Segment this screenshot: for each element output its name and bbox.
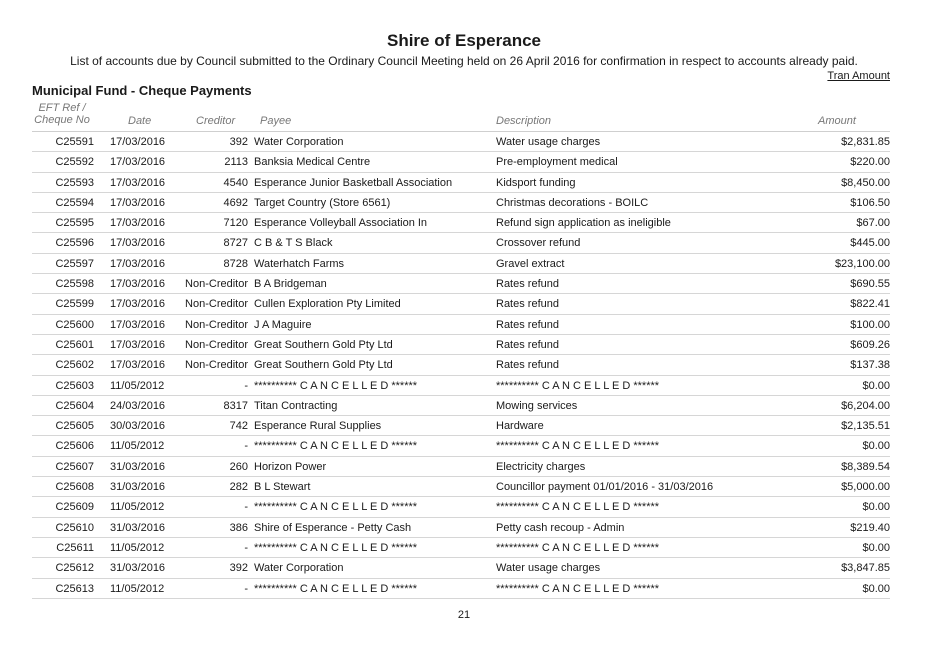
payment-description: Rates refund — [496, 338, 559, 351]
payment-description: Electricity charges — [496, 460, 586, 473]
table-row — [32, 152, 890, 172]
payee-name: Cullen Exploration Pty Limited — [254, 298, 401, 311]
cheque-number: C25613 — [55, 582, 94, 595]
payment-date: 11/05/2012 — [110, 379, 165, 392]
payment-description: Petty cash recoup - Admin — [496, 521, 625, 534]
payment-date: 31/03/2016 — [110, 562, 166, 575]
creditor-id: - — [244, 541, 248, 554]
payment-amount: $8,389.54 — [841, 460, 890, 473]
payee-name: Titan Contracting — [254, 399, 338, 412]
table-row — [32, 355, 890, 375]
payment-amount: $220.00 — [850, 156, 890, 169]
payment-date: 31/03/2016 — [110, 481, 166, 494]
payment-date: 11/05/2012 — [110, 440, 165, 453]
payment-description: Pre-employment medical — [496, 156, 618, 169]
creditor-id: - — [244, 582, 248, 595]
payment-amount: $5,000.00 — [841, 481, 890, 494]
payment-amount: $100.00 — [850, 318, 890, 331]
payee-name: Waterhatch Farms — [254, 257, 345, 270]
column-header-payee: Payee — [260, 115, 292, 127]
table-row — [32, 558, 890, 578]
table-row — [32, 315, 890, 335]
table-row — [32, 294, 890, 314]
cheque-number: C25608 — [55, 481, 94, 494]
creditor-id: 742 — [229, 420, 248, 433]
creditor-id: 8727 — [223, 237, 248, 250]
column-header-date: Date — [128, 115, 152, 127]
cheque-number: C25601 — [55, 338, 94, 351]
payee-name: ********** C A N C E L L E D ****** — [254, 501, 418, 514]
payee-name: Esperance Rural Supplies — [254, 420, 382, 433]
payment-date: 17/03/2016 — [110, 176, 166, 189]
table-row — [32, 173, 890, 193]
table-row — [32, 497, 890, 517]
payment-date: 17/03/2016 — [110, 298, 166, 311]
payee-name: Target Country (Store 6561) — [254, 196, 391, 209]
cheque-number: C25610 — [55, 521, 94, 534]
creditor-id: - — [244, 501, 248, 514]
column-header-cheque-no: Cheque No — [34, 114, 90, 126]
payment-description: ********** C A N C E L L E D ****** — [496, 379, 660, 392]
payment-description: ********** C A N C E L L E D ****** — [496, 501, 660, 514]
payment-description: Hardware — [496, 420, 544, 433]
payment-amount: $219.40 — [850, 521, 890, 534]
payment-amount: $822.41 — [850, 298, 890, 311]
payee-name: Shire of Esperance - Petty Cash — [254, 521, 412, 534]
creditor-id: Non-Creditor — [185, 359, 248, 372]
payment-amount: $0.00 — [862, 501, 890, 514]
cheque-number: C25591 — [55, 136, 94, 148]
page-subtitle: List of accounts due by Council submitted to the Ordinary Council Meeting held on 26 April 2016 for confirmation in respect to accounts already paid. — [70, 54, 858, 68]
table-row — [32, 213, 890, 233]
payment-date: 17/03/2016 — [110, 359, 166, 372]
payee-name: J A Maguire — [254, 318, 312, 331]
payment-description: Rates refund — [496, 359, 559, 372]
payment-description: ********** C A N C E L L E D ****** — [496, 440, 660, 453]
payee-name: ********** C A N C E L L E D ****** — [254, 582, 418, 595]
cheque-number: C25596 — [55, 237, 94, 250]
payment-description: ********** C A N C E L L E D ****** — [496, 582, 660, 595]
cheque-payments-table — [32, 131, 890, 599]
payment-description: Crossover refund — [496, 237, 581, 250]
cheque-number: C25602 — [55, 359, 94, 372]
cheque-number: C25605 — [55, 420, 94, 433]
payment-description: Refund sign application as ineligible — [496, 217, 671, 230]
creditor-id: 392 — [229, 136, 248, 148]
cheque-number: C25609 — [55, 501, 94, 514]
creditor-id: 2113 — [224, 156, 248, 169]
payee-name: C B & T S Black — [254, 237, 333, 250]
section-title: Municipal Fund - Cheque Payments — [32, 83, 252, 98]
creditor-id: 282 — [229, 481, 248, 494]
creditor-id: Non-Creditor — [185, 298, 248, 311]
payment-date: 17/03/2016 — [110, 338, 166, 351]
payment-amount: $0.00 — [862, 541, 890, 554]
table-row — [32, 396, 890, 416]
table-row — [32, 233, 890, 253]
table-row — [32, 335, 890, 355]
column-header-eft-ref: EFT Ref / — [38, 102, 86, 114]
payment-amount: $106.50 — [850, 196, 890, 209]
payee-name: Esperance Volleyball Association In — [254, 217, 428, 230]
creditor-id: 386 — [229, 521, 248, 534]
cheque-number: C25607 — [55, 460, 94, 473]
cheque-number: C25595 — [55, 217, 94, 230]
table-row — [32, 274, 890, 294]
payee-name: B A Bridgeman — [254, 278, 327, 291]
payment-amount: $609.26 — [850, 338, 890, 351]
payment-description: Rates refund — [496, 298, 559, 311]
payee-name: ********** C A N C E L L E D ****** — [254, 379, 418, 392]
payee-name: B L Stewart — [254, 481, 311, 494]
payment-amount: $2,831.85 — [841, 136, 890, 148]
payment-date: 17/03/2016 — [110, 278, 166, 291]
payment-description: Gravel extract — [496, 257, 565, 270]
table-row — [32, 416, 890, 436]
payment-description: Rates refund — [496, 318, 559, 331]
page-title: Shire of Esperance — [386, 31, 541, 50]
payee-name: Great Southern Gold Pty Ltd — [254, 359, 393, 372]
payment-description: Kidsport funding — [496, 176, 576, 189]
payment-amount: $0.00 — [862, 440, 890, 453]
payment-amount: $2,135.51 — [841, 420, 890, 433]
cheque-number: C25599 — [55, 298, 94, 311]
payment-date: 24/03/2016 — [110, 399, 166, 412]
payee-name: Horizon Power — [254, 460, 327, 473]
payment-date: 17/03/2016 — [110, 257, 166, 270]
payment-description: ********** C A N C E L L E D ****** — [496, 541, 660, 554]
payment-amount: $690.55 — [850, 278, 890, 291]
payment-date: 30/03/2016 — [110, 420, 166, 433]
cheque-number: C25612 — [55, 562, 94, 575]
payment-description: Water usage charges — [496, 562, 601, 575]
payment-description: Mowing services — [496, 399, 578, 412]
payee-name: Banksia Medical Centre — [254, 156, 371, 169]
cheque-number: C25597 — [55, 257, 94, 270]
payment-description: Christmas decorations - BOILC — [496, 196, 649, 209]
payment-description: Water usage charges — [496, 136, 601, 148]
payment-date: 31/03/2016 — [110, 521, 166, 534]
cheque-number: C25592 — [55, 156, 94, 169]
payment-amount: $0.00 — [862, 582, 890, 595]
payment-date: 17/03/2016 — [110, 237, 166, 250]
table-row — [32, 457, 890, 477]
payment-date: 11/05/2012 — [110, 501, 165, 514]
table-row — [32, 376, 890, 396]
payee-name: Water Corporation — [254, 562, 344, 575]
payee-name: Esperance Junior Basketball Association — [254, 176, 453, 189]
payment-date: 17/03/2016 — [110, 217, 166, 230]
cheque-number: C25611 — [56, 541, 94, 554]
table-row — [32, 518, 890, 538]
creditor-id: Non-Creditor — [185, 318, 248, 331]
cheque-number: C25603 — [55, 379, 94, 392]
payment-amount: $6,204.00 — [841, 399, 890, 412]
payment-description: Rates refund — [496, 278, 559, 291]
payee-name: ********** C A N C E L L E D ****** — [254, 541, 418, 554]
creditor-id: 392 — [229, 562, 248, 575]
payment-amount: $0.00 — [862, 379, 890, 392]
payment-date: 17/03/2016 — [110, 136, 166, 148]
creditor-id: 8728 — [223, 257, 248, 270]
creditor-id: 4692 — [223, 196, 248, 209]
tran-amount-label: Tran Amount — [827, 70, 890, 82]
payment-date: 11/05/2012 — [110, 541, 165, 554]
payee-name: Great Southern Gold Pty Ltd — [254, 338, 393, 351]
cheque-number: C25600 — [55, 318, 94, 331]
column-header-eft-cheque — [32, 102, 92, 126]
creditor-id: - — [244, 440, 248, 453]
payee-name: ********** C A N C E L L E D ****** — [254, 440, 418, 453]
payment-amount: $3,847.85 — [841, 562, 890, 575]
payment-amount: $67.00 — [856, 217, 890, 230]
table-row — [32, 477, 890, 497]
column-header-creditor: Creditor — [196, 115, 236, 127]
creditor-id: Non-Creditor — [185, 338, 248, 351]
column-header-description: Description — [496, 115, 552, 127]
table-row — [32, 193, 890, 213]
payment-amount: $137.38 — [850, 359, 890, 372]
page-number: 21 — [457, 609, 471, 621]
column-header-amount: Amount — [818, 115, 856, 127]
table-row — [32, 538, 890, 558]
payee-name: Water Corporation — [254, 136, 344, 148]
payment-date: 17/03/2016 — [110, 196, 166, 209]
payment-amount: $8,450.00 — [841, 176, 890, 189]
payment-date: 17/03/2016 — [110, 318, 166, 331]
creditor-id: 4540 — [223, 176, 248, 189]
payment-amount: $445.00 — [850, 237, 890, 250]
cheque-number: C25604 — [55, 399, 94, 412]
cheque-number: C25598 — [55, 278, 94, 291]
table-row — [32, 579, 890, 599]
payment-date: 31/03/2016 — [110, 460, 166, 473]
payment-amount: $23,100.00 — [834, 257, 890, 270]
payment-description: Councillor payment 01/01/2016 - 31/03/2016 — [496, 481, 714, 494]
table-row — [32, 254, 890, 274]
cheque-number: C25593 — [55, 176, 94, 189]
creditor-id: 8317 — [223, 399, 248, 412]
creditor-id: Non-Creditor — [185, 278, 248, 291]
payment-date: 17/03/2016 — [110, 156, 166, 169]
creditor-id: - — [244, 379, 248, 392]
payment-date: 11/05/2012 — [110, 582, 165, 595]
cheque-number: C25606 — [55, 440, 94, 453]
cheque-number: C25594 — [55, 196, 94, 209]
table-row — [32, 132, 890, 152]
table-row — [32, 436, 890, 456]
creditor-id: 260 — [229, 460, 248, 473]
creditor-id: 7120 — [223, 217, 248, 230]
